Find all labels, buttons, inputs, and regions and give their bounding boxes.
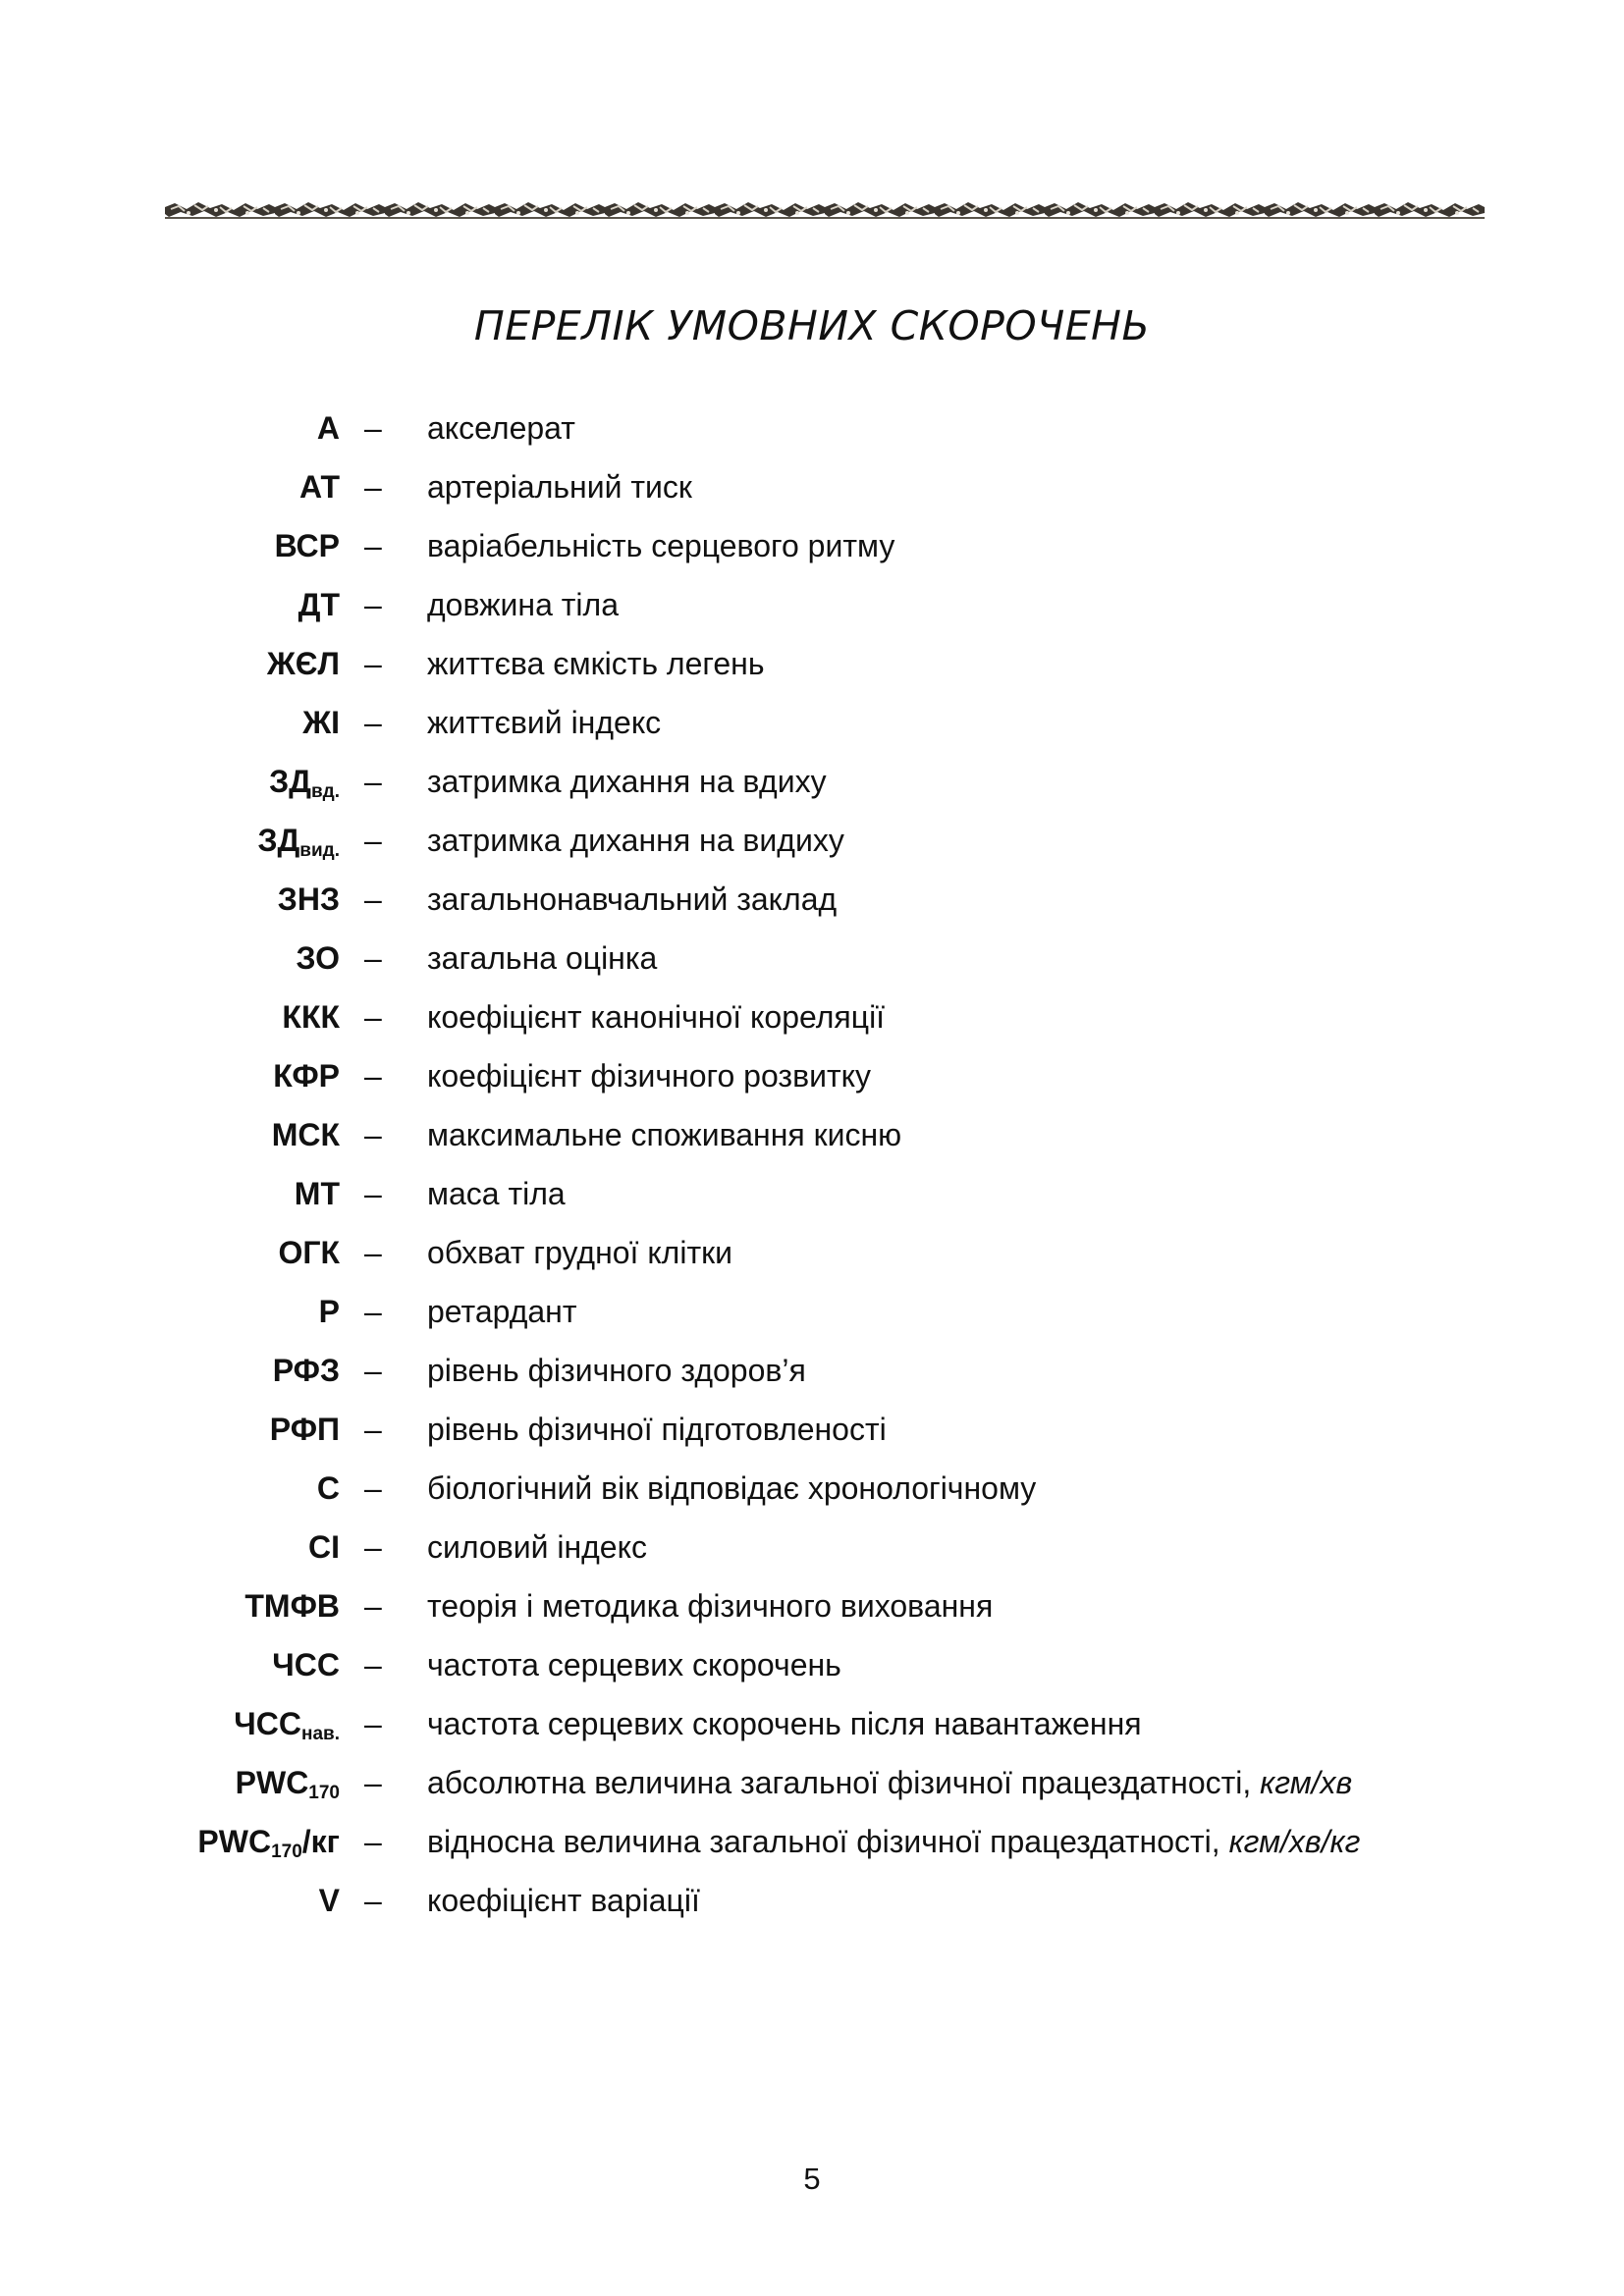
definition-text: акселерат (427, 410, 575, 446)
dash-separator: – (364, 1294, 382, 1329)
list-item (0, 1583, 1624, 1642)
abbreviation-subscript: вид. (299, 840, 340, 861)
definition-text: абсолютна величина загальної фізичної працездатності, (427, 1765, 1261, 1800)
dash-separator: – (364, 940, 382, 976)
abbreviation (278, 877, 340, 922)
definition-text: ретардант (427, 1294, 577, 1329)
abbreviation-text: ЖЄЛ (266, 646, 340, 681)
definition (427, 700, 661, 745)
abbreviation-subscript: 170 (271, 1842, 302, 1862)
abbreviation-text: V (318, 1883, 340, 1918)
definition (427, 1171, 566, 1216)
abbreviation-list (0, 405, 1624, 1937)
abbreviation (257, 818, 340, 863)
list-item (0, 523, 1624, 582)
abbreviation (295, 1171, 340, 1216)
definition (427, 1289, 576, 1334)
definition-text: частота серцевих скорочень (427, 1647, 841, 1682)
definition-text: артеріальний тиск (427, 469, 692, 505)
dash-separator: – (364, 999, 382, 1035)
abbreviation-subscript: 170 (308, 1783, 340, 1803)
list-item (0, 994, 1624, 1053)
ornament-border (165, 199, 1485, 221)
abbreviation (296, 935, 340, 981)
definition-text: частота серцевих скорочень після навантаження (427, 1706, 1142, 1741)
dash-separator: – (364, 646, 382, 681)
page-number: 5 (803, 2162, 821, 2196)
abbreviation (244, 1583, 340, 1629)
dash-separator: – (364, 764, 382, 799)
list-item (0, 935, 1624, 994)
abbreviation-text: ЧСС (234, 1706, 301, 1741)
list-item (0, 1878, 1624, 1937)
dash-separator: – (364, 1470, 382, 1506)
abbreviation-text: ЗНЗ (277, 881, 340, 917)
definition-text: життєвий індекс (427, 705, 662, 740)
abbreviation-subscript: вд. (310, 781, 340, 802)
definition (427, 1878, 700, 1923)
abbreviation (272, 1642, 340, 1687)
abbreviation-text: Р (318, 1294, 340, 1329)
definition-text: коефіцієнт канонічної кореляції (427, 999, 886, 1035)
definition (427, 818, 844, 863)
list-item (0, 1053, 1624, 1112)
definition (427, 1701, 1142, 1746)
definition-text: довжина тіла (427, 587, 619, 622)
definition (427, 641, 764, 686)
dash-separator: – (364, 1824, 382, 1859)
abbreviation (317, 405, 340, 451)
definition-text: затримка дихання на видиху (427, 823, 844, 858)
abbreviation-text: ЧСС (272, 1647, 340, 1682)
definition (427, 935, 657, 981)
list-item (0, 1466, 1624, 1524)
definition (427, 582, 619, 627)
definition (427, 1524, 647, 1570)
list-item (0, 877, 1624, 935)
definition (427, 1053, 871, 1098)
dash-separator: – (364, 469, 382, 505)
definition-text: коефіцієнт фізичного розвитку (427, 1058, 871, 1094)
definition-text: маса тіла (427, 1176, 566, 1211)
abbreviation (269, 759, 340, 804)
list-item (0, 405, 1624, 464)
dash-separator: – (364, 1058, 382, 1094)
definition (427, 1760, 1352, 1805)
abbreviation (272, 1112, 340, 1157)
definition-unit: кгм/хв/кг (1228, 1824, 1361, 1859)
definition (427, 464, 692, 509)
abbreviation (317, 1466, 340, 1511)
abbreviation-suffix: /кг (301, 1824, 340, 1859)
abbreviation-text: РФЗ (272, 1353, 340, 1388)
definition (427, 1407, 887, 1452)
list-item (0, 1701, 1624, 1760)
definition (427, 1112, 901, 1157)
abbreviation (298, 582, 340, 627)
list-item (0, 1760, 1624, 1819)
definition (427, 759, 827, 804)
dash-separator: – (364, 1235, 382, 1270)
list-item (0, 641, 1624, 700)
list-item (0, 1230, 1624, 1289)
dash-separator: – (364, 410, 382, 446)
dash-separator: – (364, 587, 382, 622)
definition-text: відносна величина загальної фізичної працездатності, (427, 1824, 1229, 1859)
abbreviation-text: ТМФВ (244, 1588, 340, 1624)
abbreviation-text: СІ (308, 1529, 340, 1565)
dash-separator: – (364, 1706, 382, 1741)
abbreviation-text: МСК (271, 1117, 340, 1152)
list-item (0, 1642, 1624, 1701)
abbreviation (299, 464, 340, 509)
dash-separator: – (364, 1353, 382, 1388)
definition-text: загальна оцінка (427, 940, 658, 976)
abbreviation-text: ЗД (257, 823, 300, 858)
definition-text: затримка дихання на вдиху (427, 764, 827, 799)
dash-separator: – (364, 1412, 382, 1447)
dash-separator: – (364, 1117, 382, 1152)
abbreviation (308, 1524, 340, 1570)
list-item (0, 1112, 1624, 1171)
definition-text: біологічний вік відповідає хронологічному (427, 1470, 1037, 1506)
definition-text: теорія і методика фізичного виховання (427, 1588, 994, 1624)
list-item (0, 759, 1624, 818)
definition (427, 1642, 841, 1687)
definition (427, 1583, 993, 1629)
abbreviation-text: ДТ (298, 587, 340, 622)
abbreviation-text: КФР (273, 1058, 340, 1094)
list-item (0, 1289, 1624, 1348)
definition-text: максимальне споживання кисню (427, 1117, 902, 1152)
definition-text: життєва ємкість легень (427, 646, 765, 681)
abbreviation (236, 1760, 340, 1805)
definition-text: загальнонавчальний заклад (427, 881, 838, 917)
definition-text: варіабельність серцевого ритму (427, 528, 895, 563)
definition (427, 523, 894, 568)
abbreviation (197, 1819, 340, 1864)
abbreviation-text: С (316, 1470, 340, 1506)
definition (427, 1230, 732, 1275)
abbreviation-text: ККК (282, 999, 340, 1035)
abbreviation (319, 1878, 340, 1923)
abbreviation-text: ЗД (269, 764, 311, 799)
abbreviation (273, 1348, 340, 1393)
definition (427, 1348, 806, 1393)
list-item (0, 1819, 1624, 1878)
abbreviation (278, 1230, 340, 1275)
abbreviation-text: PWC (197, 1824, 272, 1859)
dash-separator: – (364, 823, 382, 858)
abbreviation-subscript: нав. (300, 1724, 340, 1744)
list-item (0, 700, 1624, 759)
list-item (0, 1407, 1624, 1466)
abbreviation (267, 641, 340, 686)
definition (427, 877, 837, 922)
abbreviation (270, 1407, 340, 1452)
abbreviation-text: ЗО (296, 940, 340, 976)
abbreviation-text: АТ (298, 469, 340, 505)
page-title: ПЕРЕЛІК УМОВНИХ СКОРОЧЕНЬ (473, 302, 1151, 349)
abbreviation-text: ЖІ (302, 705, 340, 740)
dash-separator: – (364, 1765, 382, 1800)
definition-text: обхват грудної клітки (427, 1235, 732, 1270)
abbreviation-text: ВСР (274, 528, 340, 563)
abbreviation-text: МТ (294, 1176, 340, 1211)
list-item (0, 1171, 1624, 1230)
dash-separator: – (364, 1588, 382, 1624)
abbreviation-text: ОГК (278, 1235, 340, 1270)
dash-separator: – (364, 881, 382, 917)
list-item (0, 1524, 1624, 1583)
definition (427, 1819, 1360, 1864)
definition-text: коефіцієнт варіації (427, 1883, 700, 1918)
definition-text: рівень фізичної підготовленості (427, 1412, 887, 1447)
abbreviation (275, 523, 340, 568)
dash-separator: – (364, 1529, 382, 1565)
abbreviation (234, 1701, 340, 1746)
dash-separator: – (364, 1647, 382, 1682)
abbreviation (319, 1289, 340, 1334)
abbreviation-text: А (316, 410, 340, 446)
list-item (0, 818, 1624, 877)
list-item (0, 582, 1624, 641)
dash-separator: – (364, 1176, 382, 1211)
definition-unit: кгм/хв (1260, 1765, 1353, 1800)
dash-separator: – (364, 528, 382, 563)
abbreviation-text: РФП (269, 1412, 340, 1447)
definition (427, 405, 575, 451)
list-item (0, 464, 1624, 523)
definition-text: рівень фізичного здоров’я (427, 1353, 806, 1388)
list-item (0, 1348, 1624, 1407)
dash-separator: – (364, 705, 382, 740)
abbreviation (302, 700, 340, 745)
abbreviation-text: PWC (235, 1765, 309, 1800)
definition-text: силовий індекс (427, 1529, 647, 1565)
abbreviation (273, 1053, 340, 1098)
definition (427, 1466, 1036, 1511)
definition (427, 994, 885, 1040)
dash-separator: – (364, 1883, 382, 1918)
abbreviation (282, 994, 340, 1040)
